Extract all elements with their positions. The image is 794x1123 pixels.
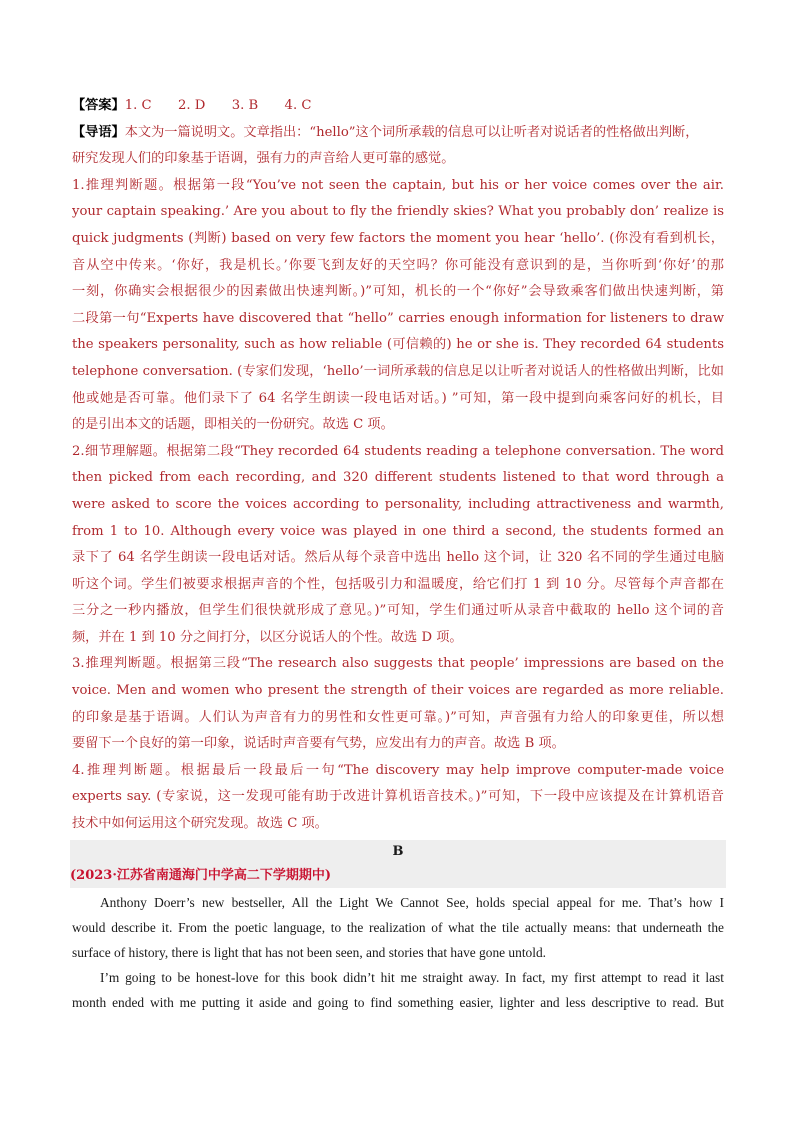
- guide-line: 研究发现人们的印象基于语调，强有力的声音给人更可靠的感觉。: [72, 151, 455, 167]
- explanation-line: 3.推理判断题。根据第三段“The research also suggests that people’ impressions are based on the: [72, 656, 724, 672]
- explanation-line: 录下了 64 名学生朗读一段电话对话。然后从每个录音中选出 hello 这个词，让 320 名不同的学生通过电脑: [72, 550, 724, 566]
- passage-line: Anthony Doerr’s new bestseller, All the Light We Cannot See, holds special appeal for me. That’s how I: [100, 894, 724, 910]
- explanation-line: voice. Men and women who present the strength of their voices are regarded as more reliable.: [72, 683, 724, 699]
- section-letter: B: [392, 843, 404, 859]
- answer-label: 【答案】: [72, 98, 125, 113]
- passage-line: surface of history, there is light that has not been seen, and stories that have gone untold.: [72, 944, 547, 960]
- explanation-line: then picked from each recording, and 320 different students listened to that word through a: [72, 470, 724, 486]
- explanation-line: 听这个词。学生们被要求根据声音的个性，包括吸引力和温暖度，给它们打 1 到 10 分。尽管每个声音都在: [72, 576, 724, 592]
- explanation-line: 要留下一个良好的第一印象，说话时声音要有气势，应发出有力的声音。故选 B 项。: [72, 736, 565, 752]
- explanation-line: 4.推理判断题。根据最后一段最后一句“The discovery may help improve computer-made voice: [72, 762, 724, 778]
- explanation-line: 1.推理判断题。根据第一段“You’ve not seen the captain, but his or her voice comes over the air.: [72, 177, 724, 193]
- explanation-line: 一刻，你确实会根据很少的因素做出快速判断。)”可知，机长的一个“你好”会导致乘客们做出快速判断，第: [72, 284, 724, 300]
- guide-text: 本文为一篇说明文。文章指出：“hello”这个词所承载的信息可以让听者对说话者的性格做出判断，: [124, 124, 699, 140]
- explanation-line: 技术中如何运用这个研究发现。故选 C 项。: [72, 816, 328, 832]
- passage-line: I’m going to be honest-love for this book didn’t hit me straight away. In fact, my first attempt to read it last: [100, 969, 724, 985]
- explanation-line: experts say. (专家说，这一发现可能有助于改进计算机语音技术。)”可知，下一段中应该提及在计算机语音: [72, 789, 724, 805]
- answer-line: [72, 93, 724, 120]
- reading-passage: [72, 890, 724, 1015]
- explanation-line: quick judgments (判断) based on very few factors the moment you hear ‘hello’. (你没有看到机长，: [72, 230, 724, 246]
- explanation-line: the speakers personality, such as how reliable (可信赖的) he or she is. They recorded 64 students: [72, 337, 724, 353]
- explanation-line: 音从空中传来。‘你好，我是机长。’你要飞到友好的天空吗？你可能没有意识到的是，当你听到‘你好’的那: [72, 257, 724, 273]
- explanation-line: 二段第一句“Experts have discovered that “hello” carries enough information for listeners to draw: [72, 310, 724, 326]
- answer-list: 1. C 2. D 3. B 4. C: [124, 98, 312, 113]
- explanation-line: 他或她是否可靠。他们录下了 64 名学生朗读一段电话对话。) ”可知，第一段中提到向乘客问好的机长，目: [72, 390, 724, 406]
- section-source: (2023·江苏省南通海门中学高二下学期期中): [70, 867, 332, 883]
- explanation-line: were asked to score the voices according to personality, including attractiveness and warmth,: [72, 496, 724, 512]
- guide-line: [72, 120, 724, 147]
- explanation-line: your captain speaking.’ Are you about to fly the friendly skies? What you probably don’ realize is: [72, 204, 724, 220]
- explanation-line: 的印象是基于语调。人们认为声音有力的男性和女性更可靠。)”可知，声音强有力给人的印象更佳，所以想: [72, 709, 724, 725]
- guide-label: 【导语】: [72, 124, 125, 140]
- explanation-line: telephone conversation. (专家们发现，‘hello’一词所承载的信息足以让听者对说话人的性格做出判断，比如: [72, 363, 724, 379]
- explanation-line: 频，并在 1 到 10 分之间打分，以区分说话人的个性。故选 D 项。: [72, 629, 463, 645]
- explanation-line: 2.细节理解题。根据第二段“They recorded 64 students reading a telephone conversation. The word: [72, 443, 724, 459]
- explanations: [72, 173, 724, 838]
- section-header: [70, 840, 726, 888]
- passage-line: month ended with me putting it aside and going to find something easier, lighter and less descriptive to read. But: [72, 994, 724, 1010]
- passage-line: would describe it. From the poetic language, to the realization of what the tile actually means: that underneath the: [72, 919, 724, 935]
- explanation-line: from 1 to 10. Although every voice was played in one third a second, the students formed an: [72, 523, 724, 539]
- explanation-line: 的是引出本文的话题，即相关的一份研究。故选 C 项。: [72, 417, 394, 433]
- explanation-line: 三分之一秒内播放，但学生们很快就形成了意见。)”可知，学生们通过听从录音中截取的 hello 这个词的音: [72, 603, 724, 619]
